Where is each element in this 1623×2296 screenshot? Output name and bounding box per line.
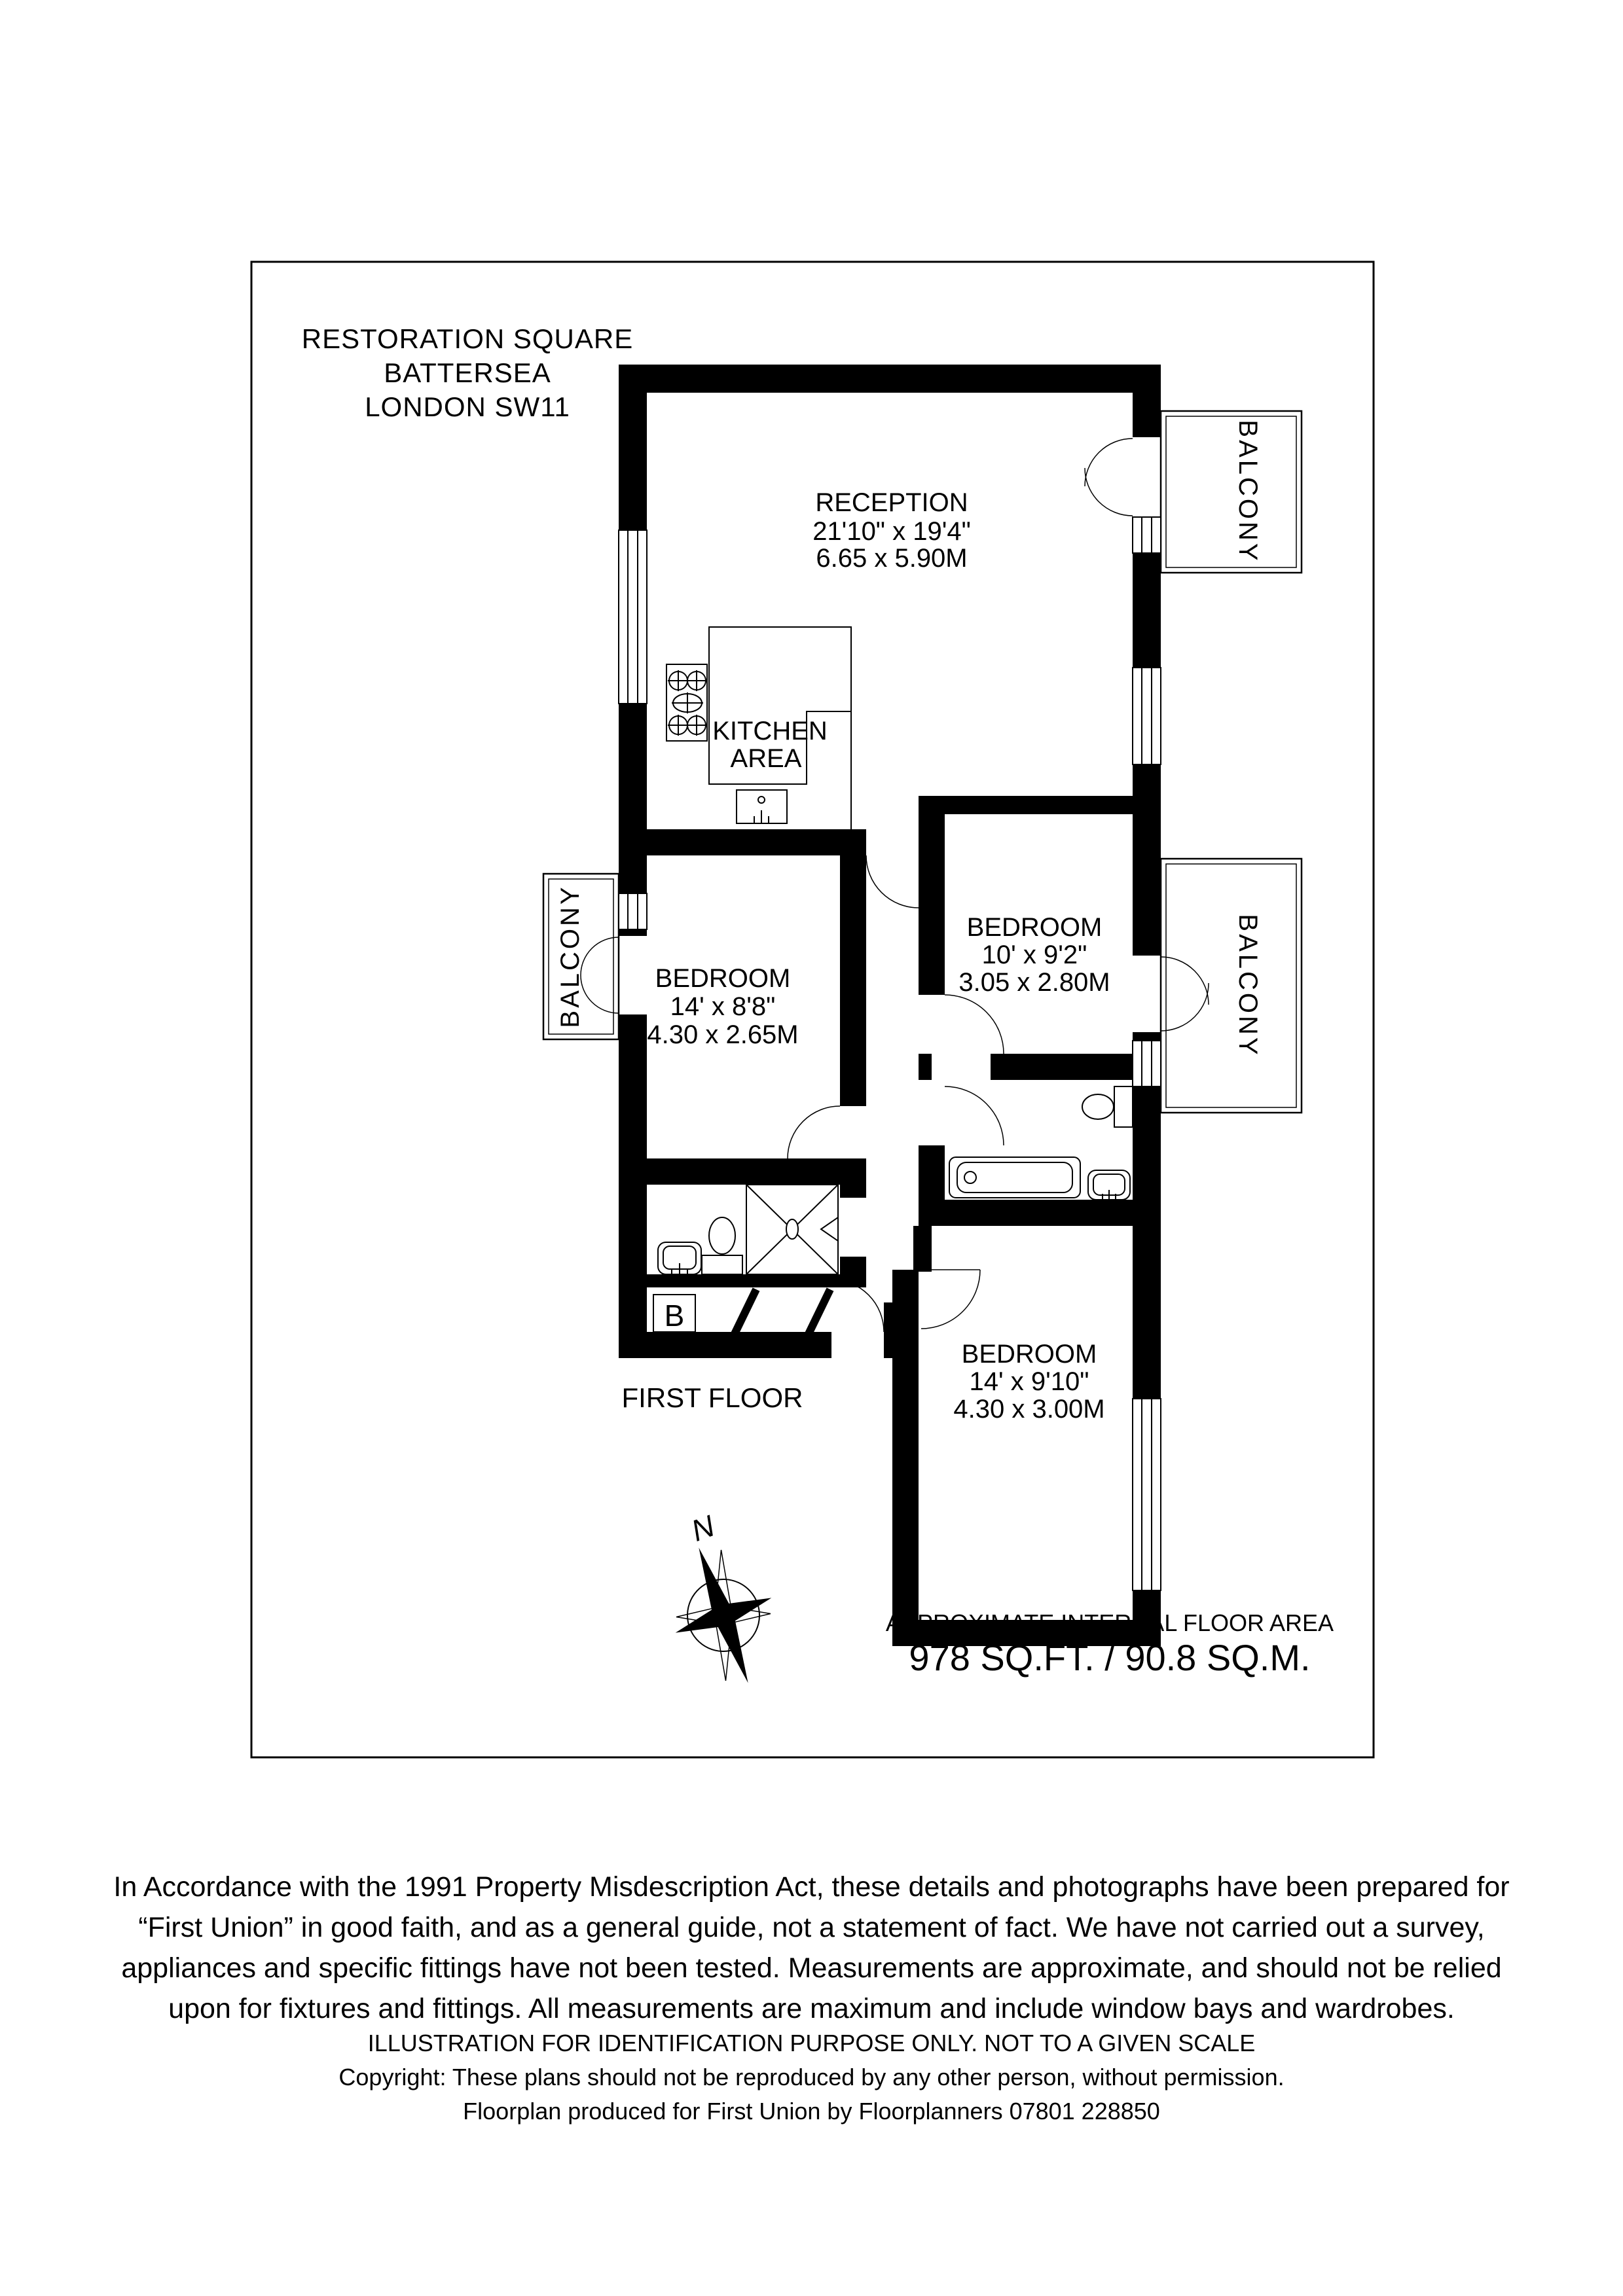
bedroom2-name: BEDROOM bbox=[966, 913, 1103, 942]
floor-area-value: 978 SQ.FT. / 90.8 SQ.M. bbox=[909, 1637, 1311, 1678]
bedroom2-dims-ft: 10' x 9'2" bbox=[981, 941, 1087, 969]
address-line-3: LONDON SW11 bbox=[365, 391, 570, 422]
bedroom3-dims-ft: 14' x 9'10" bbox=[969, 1367, 1089, 1396]
disclaimer-line-1: In Accordance with the 1991 Property Misdescription Act, these details and photographs have been prepared for bbox=[113, 1871, 1510, 1903]
notice-line-3: Floorplan produced for First Union by Floorplanners 07801 228850 bbox=[463, 2098, 1160, 2125]
window-bedroom1-left bbox=[619, 893, 647, 929]
door-bedroom3 bbox=[921, 1270, 980, 1329]
floor-label: FIRST FLOOR bbox=[621, 1382, 803, 1413]
compass-icon bbox=[626, 1494, 811, 1710]
bedroom3-dims-m: 4.30 x 3.00M bbox=[953, 1395, 1105, 1424]
boiler-label: B bbox=[664, 1299, 685, 1333]
kitchen-label-2: AREA bbox=[730, 744, 802, 773]
balcony-top-label: BALCONY bbox=[1233, 420, 1262, 564]
stove-icon bbox=[666, 664, 707, 741]
disclaimer-line-2: “First Union” in good faith, and as a general guide, not a statement of fact. We have not carried out a survey, bbox=[138, 1912, 1485, 1943]
balcony-left-label: BALCONY bbox=[556, 884, 585, 1028]
notice-line-2: Copyright: These plans should not be reproduced by any other person, without permission. bbox=[338, 2064, 1285, 2090]
shower-icon bbox=[746, 1185, 838, 1274]
kitchen-sink-icon bbox=[737, 790, 787, 823]
door-reception-hall bbox=[866, 855, 919, 908]
reception-dims-ft: 21'10" x 19'4" bbox=[812, 517, 971, 546]
balcony-top-right bbox=[1161, 411, 1302, 573]
balcony-mid-label: BALCONY bbox=[1233, 914, 1262, 1058]
shower-room-fixtures bbox=[658, 1185, 838, 1274]
bedroom3-name: BEDROOM bbox=[961, 1340, 1097, 1369]
toilet-icon-bathroom bbox=[1082, 1086, 1133, 1127]
toilet-icon-shower-room bbox=[702, 1217, 742, 1274]
notice-block bbox=[0, 2026, 1623, 2128]
window-bedroom3-right bbox=[1133, 1399, 1161, 1590]
reception-name: RECEPTION bbox=[815, 488, 968, 517]
kitchen-label-1: KITCHEN bbox=[712, 717, 828, 745]
plan-border-frame bbox=[251, 262, 1374, 1757]
door-balcony-top-b bbox=[1085, 468, 1133, 516]
window-reception-right bbox=[1133, 668, 1161, 764]
window-bedroom2-right bbox=[1133, 1041, 1161, 1086]
bedroom1-name: BEDROOM bbox=[655, 964, 791, 993]
disclaimer-line-4: upon for fixtures and fittings. All measurements are maximum and include window bays and wardrobes. bbox=[168, 1993, 1455, 2024]
address-line-2: BATTERSEA bbox=[384, 357, 551, 388]
floor-area-block bbox=[848, 1609, 1372, 1678]
door-balcony-top-a bbox=[1085, 439, 1133, 486]
compass-north-label: N bbox=[687, 1508, 720, 1548]
hall-door-leaves bbox=[735, 1289, 830, 1334]
bathtub-icon bbox=[949, 1157, 1080, 1198]
notice-line-1: ILLUSTRATION FOR IDENTIFICATION PURPOSE ONLY. NOT TO A GIVEN SCALE bbox=[367, 2030, 1256, 2056]
basin-icon-bathroom bbox=[1088, 1170, 1130, 1200]
door-balcony-mid-a bbox=[1161, 957, 1209, 1005]
reception-dims-m: 6.65 x 5.90M bbox=[816, 544, 968, 573]
floor-area-heading: APPROXIMATE INTERNAL FLOOR AREA bbox=[885, 1609, 1334, 1636]
address-line-1: RESTORATION SQUARE bbox=[301, 323, 634, 354]
window-reception-left bbox=[619, 530, 647, 704]
door-balcony-mid-b bbox=[1161, 983, 1209, 1031]
door-bathroom bbox=[945, 1086, 1004, 1145]
bedroom1-dims-ft: 14' x 8'8" bbox=[670, 992, 776, 1021]
door-bedroom1 bbox=[788, 1106, 840, 1158]
disclaimer-paragraph bbox=[0, 1867, 1623, 2029]
balcony-mid-right bbox=[1161, 859, 1302, 1113]
basin-icon-shower-room bbox=[658, 1242, 701, 1274]
bathroom-fixtures bbox=[949, 1086, 1133, 1200]
window-reception-right-small bbox=[1133, 517, 1161, 553]
door-bedroom2 bbox=[945, 995, 1004, 1054]
bedroom1-dims-m: 4.30 x 2.65M bbox=[647, 1020, 799, 1049]
disclaimer-line-3: appliances and specific fittings have not been tested. Measurements are approximate, and should not be relied bbox=[121, 1952, 1502, 1984]
bedroom2-dims-m: 3.05 x 2.80M bbox=[958, 968, 1110, 997]
